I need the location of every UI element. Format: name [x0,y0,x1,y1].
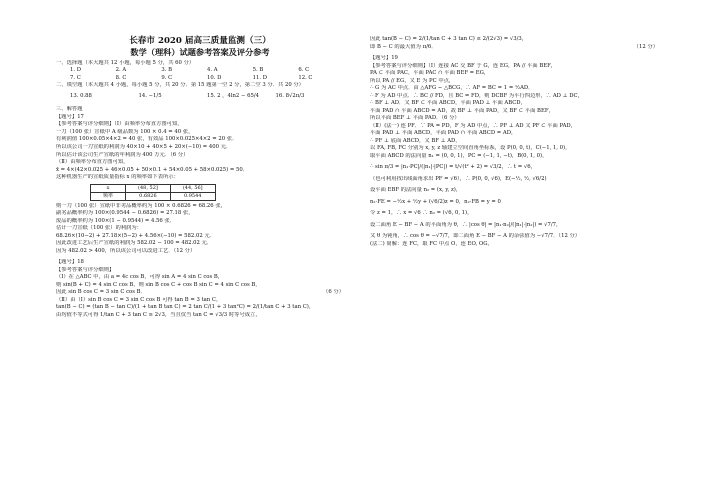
q19-line: 设平面 EBF 的法向量 n₂ = (x, y, z)， [370,187,462,194]
q18-line: tan(B − C) = (tan B − tan C)/(1 + tan B tan C) = 2 tan C/(1 + 3 tan²C) = 2/(1/tan C + 3 tan C)， [56,304,315,311]
q17-line: 估计一刀宣纸（100 张）的利润为： [56,225,142,232]
q18-line: 则 sin(B + C) = 4 sin C cos B，则 sin B cos C + cos B sin C = 4 sin C cos B， [56,281,261,288]
document-subtitle: 数学（理科）试题参考答案及评分参考 [130,47,270,58]
q19-line: （也可利用找出线面角求出 PF = √6），∴ P(0, 0, √6)，E(−½, ½, √6/2) [370,175,547,182]
q19-line: 所以平面 BEF ⊥ 平面 PAD．（6 分） [370,115,460,122]
answer-item: 2. A [115,67,127,74]
q19-line: 以 FA, FB, FC 分别为 x, y, z 轴建立空间直角坐标系，设 P(0, 0, t)，C(−1, 1, 0)， [370,145,571,152]
answer-item: 12. C [298,74,313,81]
q17-line: 这种机器生产的宣纸质量指标 x 的频率如下表所示： [56,174,179,181]
q17-line: 因此改进工艺后生产宣纸的利润为 582.02 − 100 = 482.02 元． [56,240,213,247]
left-column [56,0,344,319]
q17-line: 因为 482.02 > 400，所以该公司可以改进工艺．（12 分） [56,247,196,254]
table-row [91,184,216,192]
q17-line: 【题号】17 [56,113,84,120]
fill-answer: 14. −1/5 [138,92,162,99]
right-column [370,0,658,248]
q18-cont-line [370,44,658,52]
q18-line [56,289,344,297]
q17-line: 所以该公司一刀宣纸的利润为 40×10 + 40×5 + 20×(−10) = 400 元． [56,143,232,150]
q19-line: 令 z = 1，∴ x = √6 ∴ n₂ = (√6, 0, 1)， [370,210,473,217]
q17-line: 废品的概率约为 100×(1 − 0.9544) = 4.56 张． [56,217,176,224]
answer-item: 5. B [252,67,264,74]
table-cell: (44, 56] [170,184,215,192]
section-1-heading: 一、选择题（本大题共 12 小题，每小题 5 分，共 60 分） [56,59,195,66]
q18-text: 因此 sin B cos C = 3 sin C cos B． [56,289,146,296]
question-18 [56,259,344,319]
answer-item: 3. B [161,67,172,74]
q17-line: 【参考答案与评分细则】（Ⅰ）由频率分布直方图可知， [56,121,183,128]
q17-line: 有利润值 100×0.05×4×2 = 40 张，有效品 100×0.025×4×2 = 20 张． [56,136,238,143]
q19-line: 又 θ 为钝角，∴ cos θ = −√7/7，即二面角 E − BF − A 的余弦值为 −√7/7．（12 分） [370,233,581,240]
fill-answer: 13. 0.88 [70,92,92,99]
q19-line: （Ⅱ）(法一) 连 PF．∵ PA = PD，F 为 AD 中点，∴ PF ⊥ AD 又 PF ⊂ 平面 PAD， [370,122,576,129]
q19-line: ∴ BF ⊥ AD．又 BF ⊂ 平面 ABCD，平面 PAD ⊥ 平面 ABCD， [370,100,526,107]
q18-text: 即 B − C 的最大值为 π/6． [370,43,437,50]
answer-item: 8. C [115,74,127,81]
q17-line: 所以估计该公司生产宣纸的年利润为 400 万元．（6 分） [56,151,189,158]
table-cell: 0.6826 [126,192,171,200]
q17-line: 一刀（100 张）宣纸中 A 级品数为 100 × 0.4 = 40 张， [56,128,194,135]
question-17 [56,114,344,255]
q17-line: x̄ = 4×(42×0.025 + 46×0.05 + 50×0.1 + 54×0.05 + 58×0.025) = 50． [56,166,249,173]
q19-line: ∴ F 为 AD 中点．∴ BC // FD，且 BC = FD，则 DCBF 为平行四边形，∴ AD ⊥ DC， [370,92,583,99]
table-row [91,192,216,200]
q19-line: 设二面角 E − BF − A 的平面角为 θ，∴ |cos θ| = |n₁·n₂|/(|n₁|·|n₂|) = √7/7， [370,221,562,228]
q19-line: n₂·FE = −½x + ½y + (√6/2)z = 0，n₂·FB = y = 0 [370,198,501,205]
document-title: 长春市 2020 届高三质量监测（三） [129,36,271,46]
table-cell: x [91,184,126,192]
answer-item: 4. A [207,67,218,74]
q18-cont-line: 因此 tan(B − C) = 2/(1/tan C + 3 tan C) ≤ 2/(2√3) = √3/3， [370,36,528,42]
score-note: （12 分） [633,43,658,50]
q19-line: 【题号】19 [370,55,398,62]
q19-line: 所以 PA // EG，又 E 为 PC 中点， [370,77,455,84]
q18-line: 【题号】18 [56,259,84,266]
q18-line: （Ⅱ）由（Ⅰ）sin B cos C = 3 sin C cos B 可得 tan B = 3 tan C， [56,296,222,303]
q19-line: 平面 PAD ⊥ 平面 ABCD，平面 PAD ∩ 平面 ABCD = AD， [370,130,517,137]
multiple-choice-answers [56,67,344,82]
table-cell: 0.9544 [170,192,215,200]
q18-line: 【参考答案与评分细则】 [56,266,115,273]
q17-line: 则一刀（100 张）宣纸中非劣品概率约为 100 × 0.6826 = 68.26 张， [56,202,226,209]
answer-item: 1. D [70,67,81,74]
q17-line: 68.26×(10−2) + 27.18×(5−2) + 4.56×(−10) = 582.02 元． [56,232,215,239]
fill-in-answers [56,93,344,101]
answer-item: 7. C [70,74,81,81]
question-19 [370,55,658,248]
q19-line: (法二) 简解：连 FC，取 FC 中点 O，连 EO, OG， [370,240,493,247]
q19-line: 平面 PAD ∩ 平面 ABCD = AD，故 BF ⊥ 平面 PAD，又 BF ⊂ 平面 BEF， [370,107,554,114]
section-3-heading: 三、解答题 [56,106,83,113]
q19-line: PA ⊂ 平面 PAC，平面 PAC ∩ 平面 BEF = EG， [370,70,490,77]
q17-line: （Ⅱ）由频率分布直方图可知， [56,159,129,166]
q19-line: ∴ PF ⊥ 底面 ABCD，又 BF ⊥ AD， [370,137,461,144]
section-2-heading: 二、填空题（本大题共 4 小题，每小题 5 分，共 20 分．第 15 题第一空 2 分，第二空 3 分．共 20 分） [56,82,304,89]
q19-line: ∴ G 为 AC 中点．由 △AFG ∽ △BCG，∴ AF = BC = 1 = ½AD． [370,85,534,92]
q18-line: （Ⅰ）在 △ABC 中，由 a = 4c cos B，可得 sin A = 4 sin C cos B， [56,274,224,281]
q19-line: ∴ sin π/3 = |n₁·PC|/(|n₁|·|PC|) = t/√(t² + 2) = √3/2，∴ t = √6， [370,164,536,171]
q19-line: 【参考答案与评分细则】（Ⅰ）连接 AC 交 BF 于 G，连 EG，PA // 平面 BEF， [370,62,557,69]
fill-answer: 16. 8√2π/3 [275,92,305,99]
frequency-table [90,184,216,201]
table-cell: (48, 52] [126,184,171,192]
answer-item: 10. D [207,74,222,81]
q18-line: 由均值不等式可得 1/tan C + 3 tan C ≥ 2√3，当且仅当 tan C = √3/3 时等号成立， [56,311,261,318]
score-note: （6 分） [323,289,344,296]
q17-line: 副劣品概率约为 100×(0.9544 − 0.6826) = 27.18 张， [56,210,194,217]
answer-item: 11. D [252,74,268,81]
answer-item: 6. C [298,67,310,74]
answer-item: 9. C [161,74,173,81]
table-cell: 频率 [91,192,126,200]
q19-line: 取平面 ABCD 的法向量 n₁ = (0, 0, 1)，PC = (−1, 1, −t)，B(0, 1, 0)， [370,152,548,159]
fill-answer: 15. 2 ，4ln2 − 65/4 [207,92,260,99]
